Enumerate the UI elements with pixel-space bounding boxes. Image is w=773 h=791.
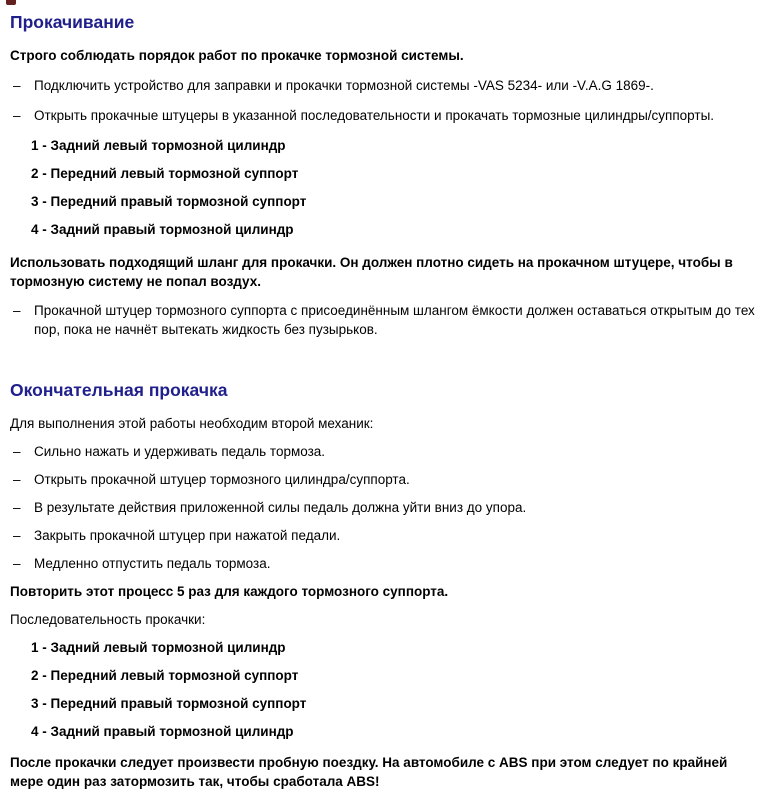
bullet-item-connect-device — [10, 76, 762, 95]
sequence-item: 3 - Передний правый тормозной суппорт — [31, 696, 307, 711]
final-sequence-list — [10, 638, 762, 741]
section-final-bleeding — [10, 380, 762, 791]
final-paragraph: После прокачки следует произвести пробную поездку. На автомобиле с ABS при этом следует по крайней мере один раз затормозить так, чтобы сработала ABS! — [10, 755, 728, 789]
bullet-item-pedal-down — [10, 498, 762, 517]
bullet-item-open-nipples — [10, 106, 762, 125]
dash-marker: – — [13, 303, 21, 318]
intro-paragraph: Для выполнения этой работы необходим второй механик: — [10, 416, 374, 431]
sequence-item: 1 - Задний левый тормозной цилиндр — [31, 640, 286, 655]
section-title-final-bleeding: Окончательная прокачка — [10, 380, 228, 400]
bullet-text: Прокачной штуцер тормозного суппорта с присоединённым шлангом ёмкости должен оставаться открытым до тех пор, пока не начнёт вытекать жидкость без пузырьков. — [34, 303, 755, 337]
bullet-text: Медленно отпустить педаль тормоза. — [34, 556, 271, 571]
dash-marker: – — [13, 472, 21, 487]
sequence-item: 1 - Задний левый тормозной цилиндр — [31, 138, 286, 153]
sequence-item: 4 - Задний правый тормозной цилиндр — [31, 724, 294, 739]
sequence-label: Последовательность прокачки: — [10, 612, 206, 627]
section-bleeding — [10, 12, 762, 339]
bullet-item-press-pedal — [10, 442, 762, 461]
lead-paragraph: Строго соблюдать порядок работ по прокачке тормозной системы. — [10, 48, 464, 63]
bullet-text: В результате действия приложенной силы педаль должна уйти вниз до упора. — [34, 500, 527, 515]
dash-marker: – — [13, 108, 21, 123]
bullet-item-release-pedal — [10, 554, 762, 573]
bullet-text: Закрыть прокачной штуцер при нажатой педали. — [34, 528, 341, 543]
bullet-item-close-nipple — [10, 526, 762, 545]
sequence-item: 2 - Передний левый тормозной суппорт — [31, 668, 299, 683]
bullet-item-nipple-open-until — [10, 301, 762, 339]
dash-marker: – — [13, 528, 21, 543]
dash-marker: – — [13, 500, 21, 515]
sequence-item: 3 - Передний правый тормозной суппорт — [31, 194, 307, 209]
bullet-text: Открыть прокачные штуцеры в указанной последовательности и прокачать тормозные цилиндры/суппорты. — [34, 108, 715, 123]
dash-marker: – — [13, 556, 21, 571]
bullet-text: Сильно нажать и удерживать педаль тормоза. — [34, 444, 326, 459]
dash-marker: – — [13, 444, 21, 459]
page-edge-artifact — [6, 0, 16, 5]
repeat-paragraph: Повторить этот процесс 5 раз для каждого тормозного суппорта. — [10, 584, 449, 599]
sequence-item: 4 - Задний правый тормозной цилиндр — [31, 222, 294, 237]
bleeding-sequence-list — [10, 136, 762, 239]
hose-note-paragraph: Использовать подходящий шланг для прокачки. Он должен плотно сидеть на прокачном штуцере, чтобы в тормозную систему не попал воздух. — [10, 255, 733, 289]
bullet-text: Открыть прокачной штуцер тормозного цилиндра/суппорта. — [34, 472, 410, 487]
sequence-item: 2 - Передний левый тормозной суппорт — [31, 166, 299, 181]
bullet-item-open-nipple — [10, 470, 762, 489]
dash-marker: – — [13, 78, 21, 93]
section-title-bleeding: Прокачивание — [10, 12, 135, 32]
bullet-text: Подключить устройство для заправки и прокачки тормозной системы -VAS 5234- или -V.A.G 1869-. — [34, 78, 654, 93]
